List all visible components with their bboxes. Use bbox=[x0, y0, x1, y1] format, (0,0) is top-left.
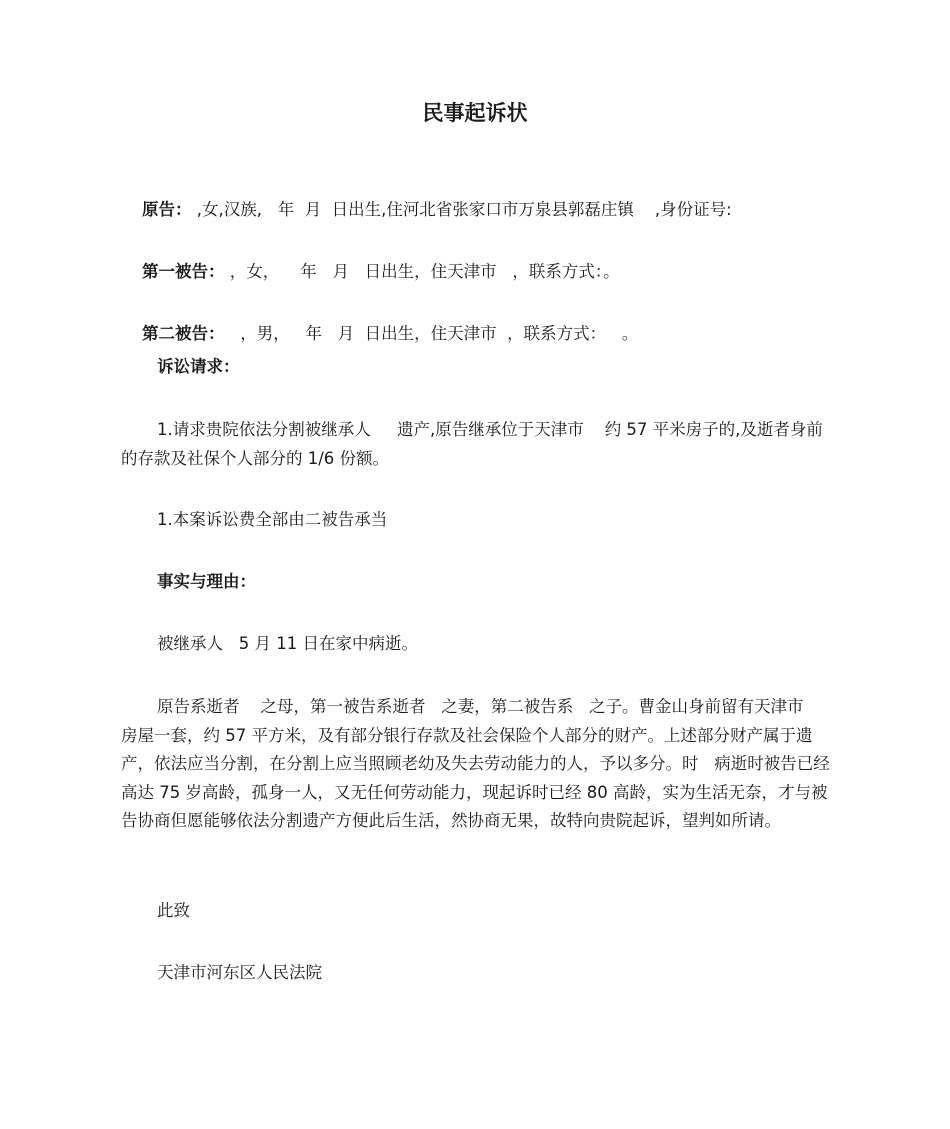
fact-paragraph-2: 原告系逝者 之母，第一被告系逝者 之妻，第二被告系 之子。曹金山身前留有天津市 房屋一套，约 57 平方米，及有部分银行存款及社会保险个人部分的财产。上述部分财产属于遗产，依法应当分割，在分割上应当照顾老幼及失去劳动能力的人，予以多分。时 病逝时被告已经高达 75 岁高龄，孤身一人，又无任何劳动能力，现起诉时已经 80 高龄，实为生活无奈，才与被告协商但愿能够依法分割遗产方便此后生活，然协商无果，故特向贵院起诉，望判如所请。 bbox=[121, 697, 830, 830]
defendant2-label: 第二被告： bbox=[141, 323, 225, 343]
facts-heading: 事实与理由： bbox=[157, 572, 256, 591]
plaintiff-text: ,女,汉族, 年 月 日出生,住河北省张家口市万泉县郭磊庄镇 ,身份证号: bbox=[191, 199, 732, 219]
closing-text: 此致 bbox=[157, 901, 190, 920]
fact-paragraph-1: 被继承人 5 月 11 日在家中病逝。 bbox=[157, 634, 418, 653]
claim-item-2: 1.本案诉讼费全部由二被告承当 bbox=[157, 510, 388, 529]
document-title: 民事起诉状 bbox=[422, 101, 528, 125]
defendant1-label: 第一被告： bbox=[141, 261, 225, 281]
claim-item-1: 1.请求贵院依法分割被继承人 遗产,原告继承位于天津市 约 57 平米房子的,及逝者身前的存款及社保个人部分的 1/6 份额。 bbox=[121, 420, 823, 468]
claims-heading: 诉讼请求： bbox=[157, 357, 240, 376]
defendant2-text: ，男， 年 月 日出生，住天津市 ，联系方式： 。 bbox=[224, 323, 639, 343]
defendant1-text: ，女， 年 月 日出生，住天津市 ，联系方式：。 bbox=[224, 261, 620, 281]
court-name: 天津市河东区人民法院 bbox=[157, 963, 322, 982]
plaintiff-label: 原告： bbox=[141, 199, 192, 219]
